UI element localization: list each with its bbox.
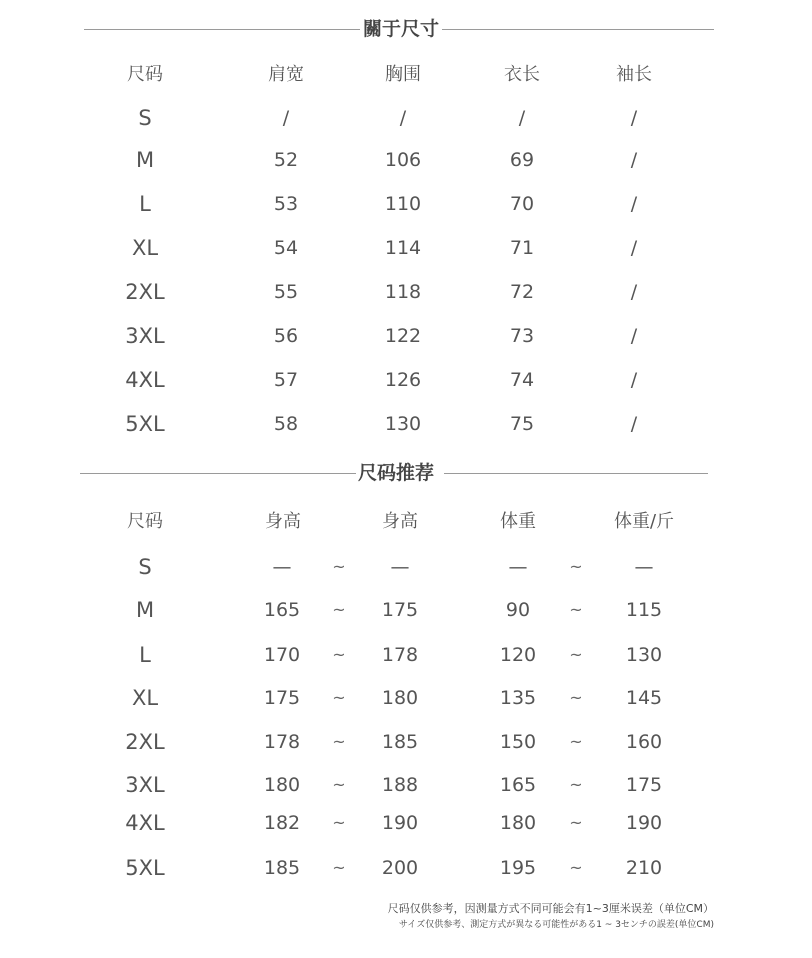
size-cell: M (135, 598, 155, 622)
chest-cell: / (399, 107, 407, 129)
weight-max-cell: 115 (625, 599, 663, 621)
header-weight-jin: 体重/斤 (613, 511, 675, 532)
header-shoulder-width: 肩宽 (268, 64, 304, 85)
header-height-max: 身高 (382, 511, 418, 532)
height-max-cell: 200 (381, 857, 419, 879)
length-cell: 75 (509, 413, 535, 435)
shoulder-cell: 55 (273, 281, 299, 303)
height-tilde: ~ (332, 813, 346, 832)
chest-cell: 122 (384, 325, 422, 347)
size-cell: L (139, 643, 151, 667)
length-cell: 70 (509, 193, 535, 215)
header-sleeve: 袖长 (616, 64, 652, 85)
title-divider-left (80, 473, 356, 474)
height-min-cell: 178 (263, 731, 301, 753)
chest-cell: 114 (384, 237, 422, 259)
size-cell: 4XL (125, 368, 165, 392)
header-chest: 胸围 (385, 64, 421, 85)
weight-max-cell: 160 (625, 731, 663, 753)
sleeve-cell: / (630, 107, 638, 129)
height-max-cell: — (390, 556, 410, 578)
header-weight: 体重 (500, 511, 536, 532)
sleeve-cell: / (630, 149, 638, 171)
size-cell: S (138, 555, 152, 579)
weight-tilde: ~ (569, 645, 583, 664)
title-divider-right (444, 473, 708, 474)
height-min-cell: 180 (263, 774, 301, 796)
size-cell: M (135, 148, 155, 172)
size-cell: S (138, 106, 152, 130)
height-min-cell: 165 (263, 599, 301, 621)
height-tilde: ~ (332, 732, 346, 751)
height-tilde: ~ (332, 600, 346, 619)
weight-tilde: ~ (569, 775, 583, 794)
shoulder-cell: 52 (273, 149, 299, 171)
height-max-cell: 180 (381, 687, 419, 709)
sleeve-cell: / (630, 193, 638, 215)
disclaimer-note: 尺码仅供参考，因测量方式不同可能会有1~3厘米误差（单位CM） (387, 902, 714, 915)
weight-tilde: ~ (569, 813, 583, 832)
sleeve-cell: / (630, 281, 638, 303)
size-cell: 2XL (125, 730, 165, 754)
size-info-title: 關于尺寸 (363, 18, 440, 40)
height-min-cell: 170 (263, 644, 301, 666)
weight-max-cell: — (634, 556, 654, 578)
length-cell: 73 (509, 325, 535, 347)
weight-max-cell: 210 (625, 857, 663, 879)
height-min-cell: 182 (263, 812, 301, 834)
height-min-cell: 185 (263, 857, 301, 879)
weight-max-cell: 145 (625, 687, 663, 709)
header-height-min: 身高 (265, 511, 301, 532)
weight-min-cell: 120 (499, 644, 537, 666)
height-tilde: ~ (332, 645, 346, 664)
shoulder-cell: 54 (273, 237, 299, 259)
size-recommendation-title: 尺码推荐 (358, 462, 435, 484)
height-max-cell: 190 (381, 812, 419, 834)
chest-cell: 110 (384, 193, 422, 215)
weight-tilde: ~ (569, 688, 583, 707)
disclaimer-note-japanese: サイズ仅供参考、測定方式が異なる可能性がある1 ~ 3センチの誤差(单位CM) (398, 920, 714, 930)
header-size: 尺码 (127, 511, 163, 532)
height-max-cell: 188 (381, 774, 419, 796)
height-max-cell: 185 (381, 731, 419, 753)
shoulder-cell: 53 (273, 193, 299, 215)
shoulder-cell: 56 (273, 325, 299, 347)
size-cell: 2XL (125, 280, 165, 304)
length-cell: / (518, 107, 526, 129)
chest-cell: 126 (384, 369, 422, 391)
weight-max-cell: 190 (625, 812, 663, 834)
weight-min-cell: 135 (499, 687, 537, 709)
length-cell: 74 (509, 369, 535, 391)
weight-tilde: ~ (569, 600, 583, 619)
chest-cell: 106 (384, 149, 422, 171)
weight-tilde: ~ (569, 732, 583, 751)
shoulder-cell: / (282, 107, 290, 129)
length-cell: 72 (509, 281, 535, 303)
weight-tilde: ~ (569, 858, 583, 877)
weight-max-cell: 130 (625, 644, 663, 666)
header-size: 尺码 (127, 64, 163, 85)
height-min-cell: 175 (263, 687, 301, 709)
size-recommendation-title-bar (0, 458, 812, 488)
weight-tilde: ~ (569, 557, 583, 576)
height-max-cell: 175 (381, 599, 419, 621)
sleeve-cell: / (630, 325, 638, 347)
length-cell: 71 (509, 237, 535, 259)
weight-min-cell: 180 (499, 812, 537, 834)
sleeve-cell: / (630, 413, 638, 435)
shoulder-cell: 58 (273, 413, 299, 435)
size-info-title-bar (0, 14, 812, 44)
size-cell: L (139, 192, 151, 216)
size-cell: 5XL (125, 412, 165, 436)
size-cell: XL (131, 236, 159, 260)
title-divider-left (84, 29, 360, 30)
sleeve-cell: / (630, 369, 638, 391)
size-cell: 4XL (125, 811, 165, 835)
weight-min-cell: 150 (499, 731, 537, 753)
weight-min-cell: 165 (499, 774, 537, 796)
weight-max-cell: 175 (625, 774, 663, 796)
size-cell: 3XL (125, 324, 165, 348)
chest-cell: 118 (384, 281, 422, 303)
weight-min-cell: 195 (499, 857, 537, 879)
header-length: 衣长 (504, 64, 540, 85)
weight-min-cell: 90 (505, 599, 531, 621)
height-max-cell: 178 (381, 644, 419, 666)
height-tilde: ~ (332, 775, 346, 794)
height-tilde: ~ (332, 557, 346, 576)
height-tilde: ~ (332, 858, 346, 877)
height-tilde: ~ (332, 688, 346, 707)
chest-cell: 130 (384, 413, 422, 435)
height-min-cell: — (272, 556, 292, 578)
weight-min-cell: — (508, 556, 528, 578)
sleeve-cell: / (630, 237, 638, 259)
size-cell: XL (131, 686, 159, 710)
title-divider-right (442, 29, 714, 30)
size-cell: 5XL (125, 856, 165, 880)
length-cell: 69 (509, 149, 535, 171)
size-cell: 3XL (125, 773, 165, 797)
shoulder-cell: 57 (273, 369, 299, 391)
